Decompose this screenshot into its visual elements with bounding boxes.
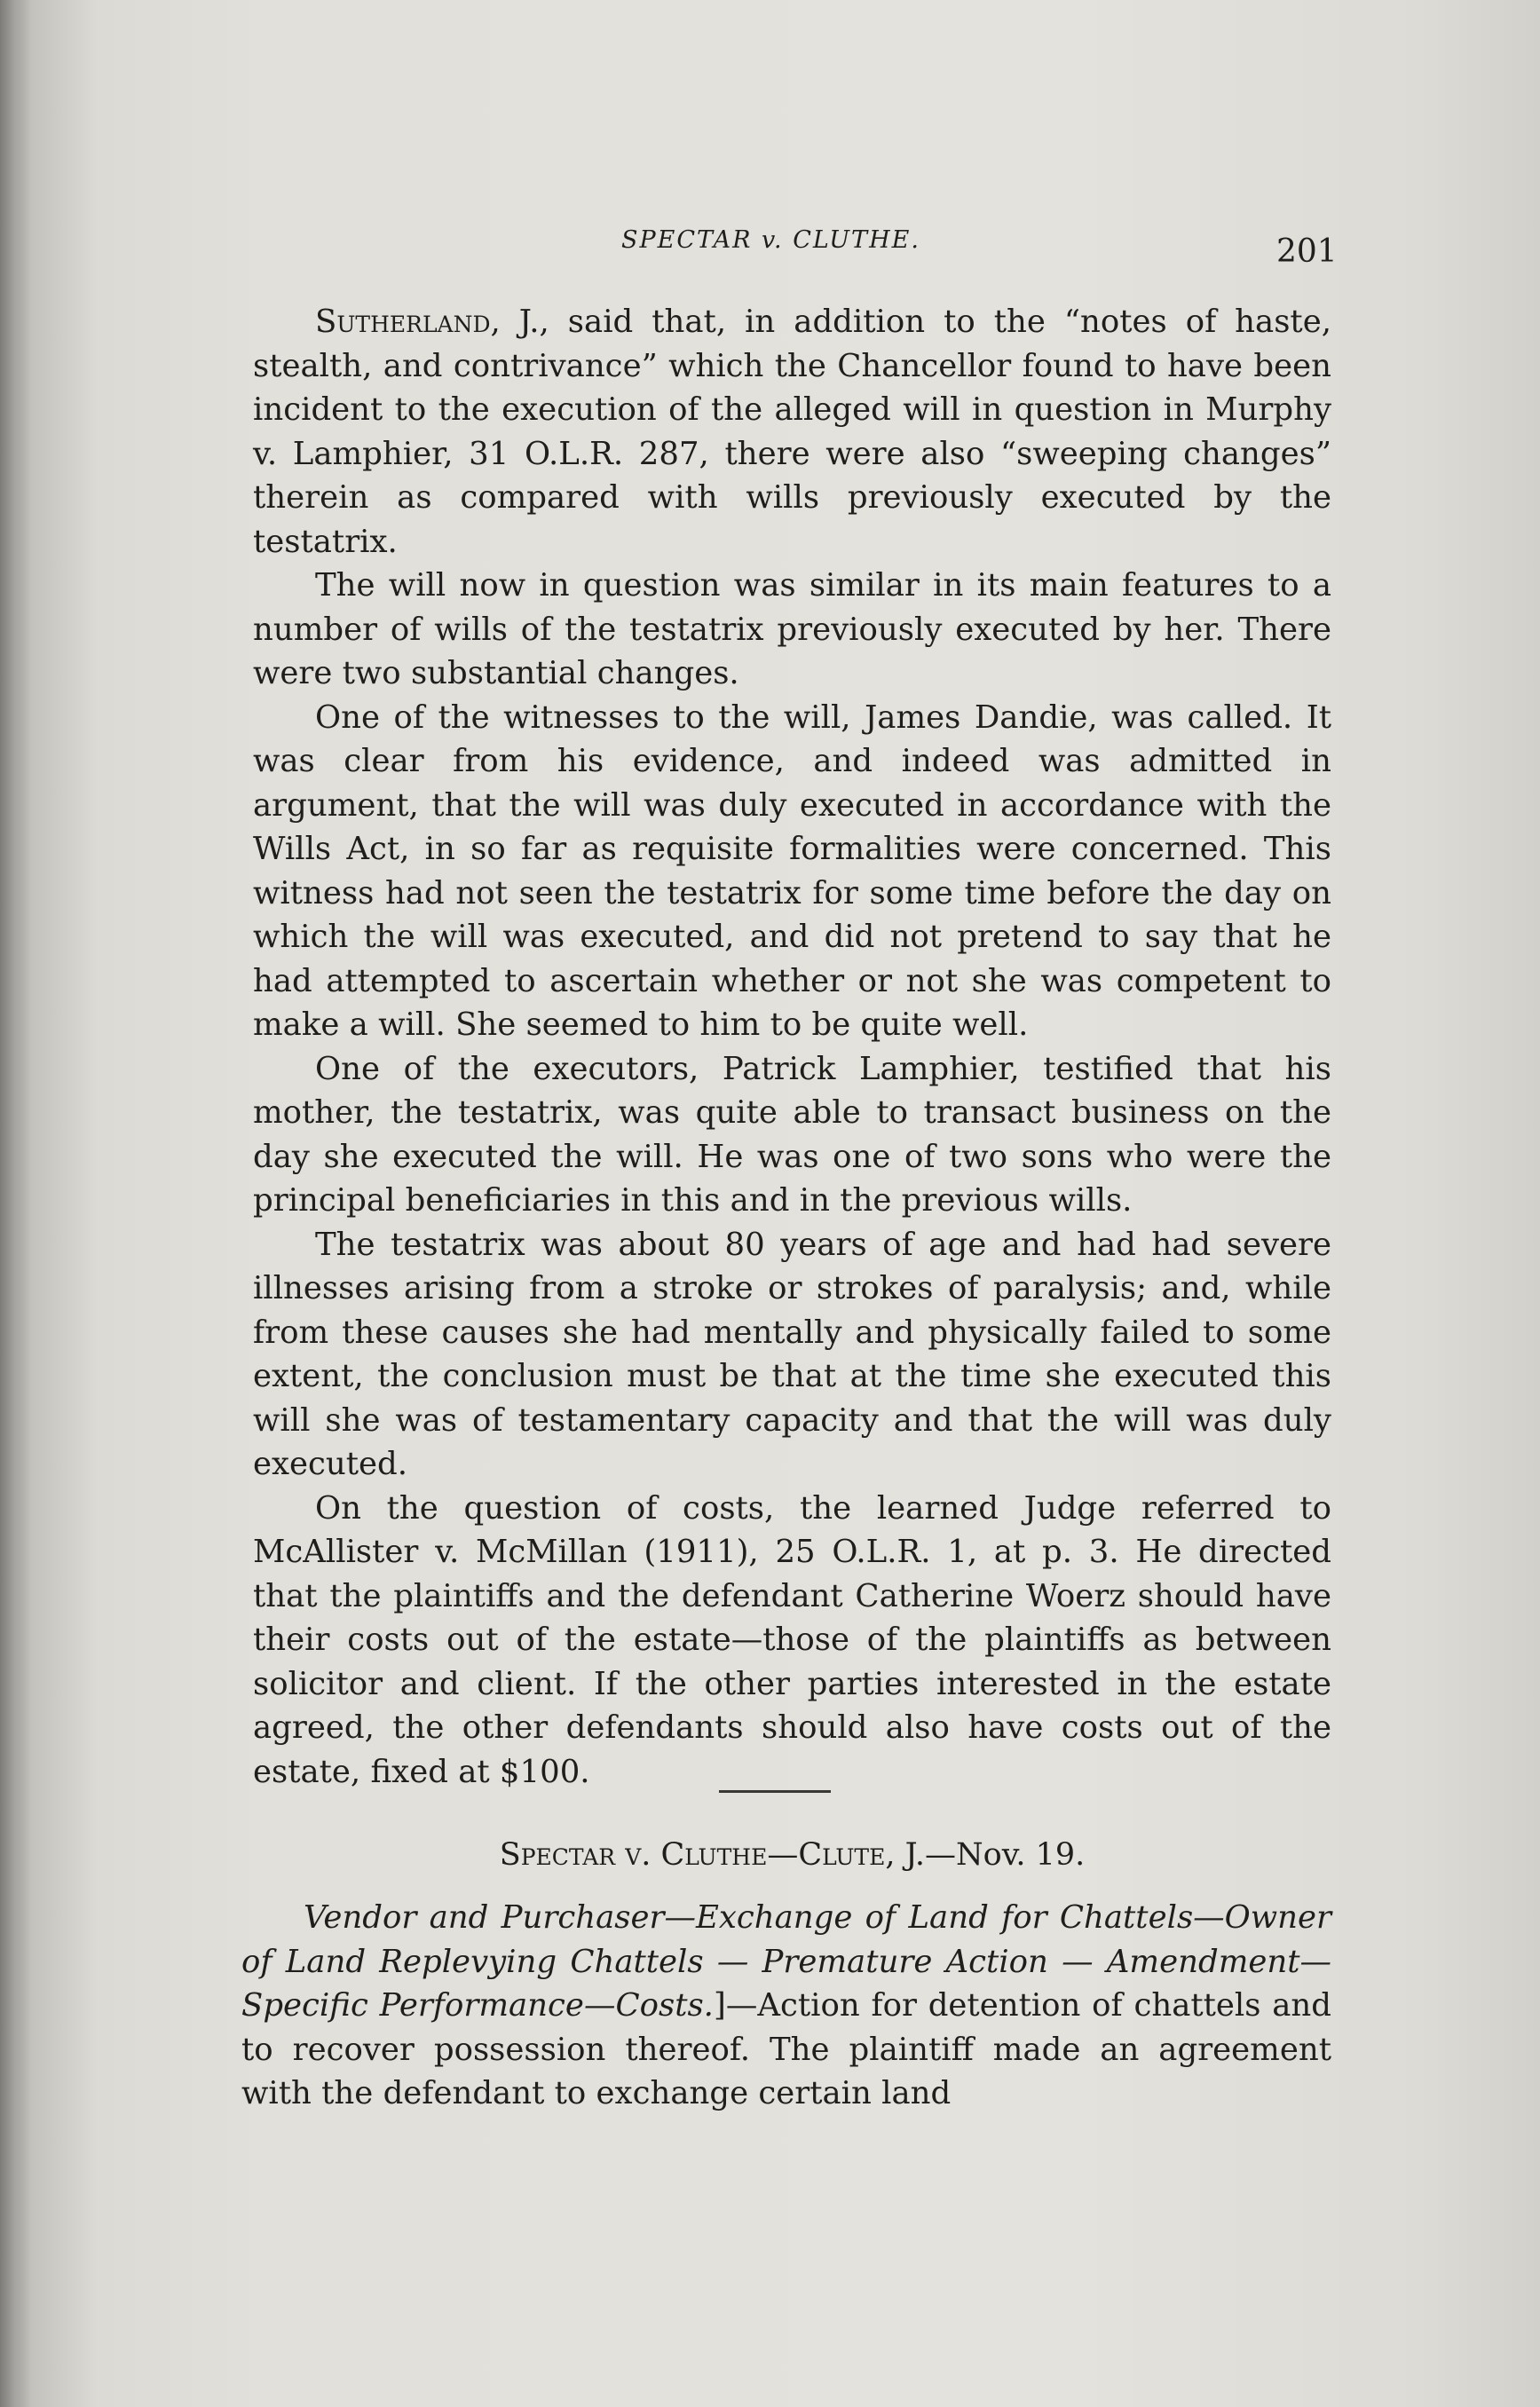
headnote-paragraph — [241, 1896, 1331, 2116]
binding-gutter-shadow — [0, 0, 32, 2407]
case-title-date: , J.—Nov. 19. — [885, 1837, 1086, 1873]
paragraph-6: On the question of costs, the learned Judge referred to McAllister v. McMillan (1911), 25 O.L.R. 1, at p. 3. He directed that the plaintiffs and the defendant Catherine Woerz should have their costs out of the estate—those of the plaintiffs as between solicitor and client. If the other parties interested in the estate agreed, the other defendants should also have costs out of the estate, fixed at $100. — [253, 1489, 1331, 1790]
paragraph-2: The will now in question was similar in its main features to a number of wills of the testatrix previously executed by her. There were two substantial changes. — [253, 567, 1331, 691]
case-title-parties: Spectar v. Cluthe—Clute — [499, 1837, 886, 1873]
judge-name: Sutherland — [315, 304, 491, 340]
paragraph-1-text: , J., said that, in addition to the “notes of haste, stealth, and contrivance” which the Chancellor found to have been incident to the execution of the alleged will in question in Murphy v. Lamphier, 31 O.L.R. 287, there were also “sweeping changes” therein as compared with wills previously executed by the testatrix. — [253, 304, 1331, 560]
section-divider — [719, 1790, 831, 1793]
headnote-catchwords: Vendor and Purchaser—Exchange of Land for Chattels—Owner of Land Replevying Chattels — Premature Action — Amendment—Specific Performance—Costs. — [241, 1899, 1331, 2024]
paragraph-5: The testatrix was about 80 years of age and had had severe illnesses arising from a stroke or strokes of paralysis; and, while from these causes she had mentally and physically failed to some extent, the conclusion must be that at the time she executed this will she was of testamentary capacity and that the will was duly executed. — [253, 1226, 1331, 1482]
running-head: SPECTAR v. CLUTHE. — [621, 226, 920, 254]
paragraph-4: One of the executors, Patrick Lamphier, testified that his mother, the testatrix, was quite able to transact business on the day she executed the will. He was one of two sons who were the principal beneficiaries in this and in the previous wills. — [253, 1050, 1331, 1219]
headnote-text: ]—Action for detention of chattels and to recover possession thereof. The plaintiff made an agreement with the defendant to exchange certain land — [241, 1987, 1331, 2111]
judgment-body — [253, 300, 1331, 1794]
paragraph-1 — [253, 300, 1331, 564]
headnote — [241, 1896, 1331, 2116]
paragraph-3: One of the witnesses to the will, James Dandie, was called. It was clear from his evidence, and indeed was admitted in argument, that the will was duly executed in accordance with the Wills Act, in so far as requisite formalities were concerned. This witness had not seen the testatrix for some time before the day on which the will was executed, and did not pretend to say that he had attempted to ascertain whether or not she was competent to make a will. She seemed to him to be quite well. — [253, 698, 1331, 1043]
page-number: 201 — [1276, 233, 1338, 270]
case-title — [253, 1833, 1331, 1877]
